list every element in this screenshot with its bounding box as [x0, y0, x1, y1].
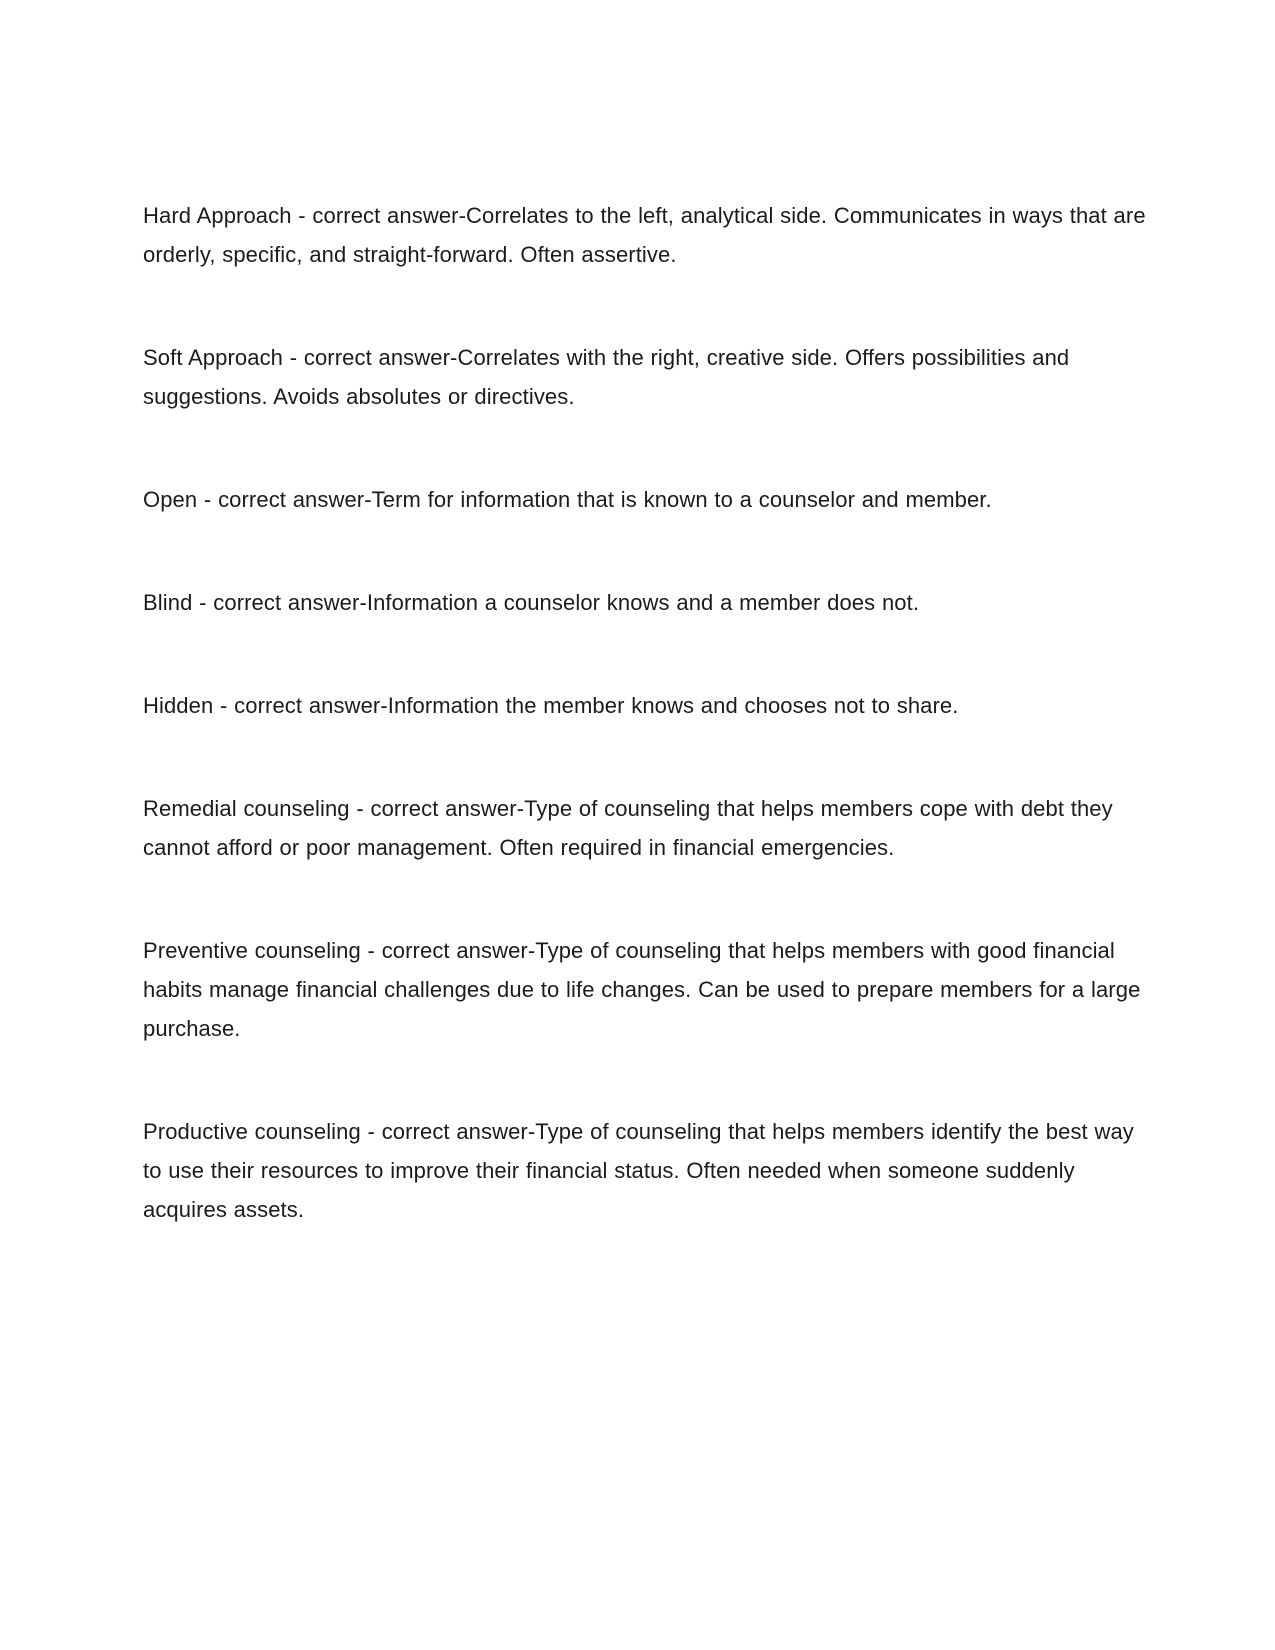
- flashcard-entry: [143, 196, 1153, 274]
- definition-text: Correlates to the left, analytical side. Communicates in ways that are orderly, specific, and straight-forward. Often assertive.: [143, 203, 1153, 267]
- term-text: Productive counseling: [143, 1119, 361, 1144]
- answer-separator: - correct answer-: [192, 590, 367, 615]
- term-text: Hidden: [143, 693, 214, 718]
- definition-text: Type of counseling that helps members cope with debt they cannot afford or poor management. Often required in financial emergencies.: [143, 796, 1120, 860]
- term-text: Hard Approach: [143, 203, 292, 228]
- term-text: Preventive counseling: [143, 938, 361, 963]
- answer-separator: - correct answer-: [360, 1119, 536, 1144]
- definition-text: Type of counseling that helps members identify the best way to use their resources to improve their financial status. Often needed when someone suddenly acquires assets.: [143, 1119, 1141, 1222]
- flashcard-entry: [143, 789, 1150, 867]
- answer-separator: - correct answer-: [360, 938, 536, 963]
- flashcard-entry: [143, 480, 1150, 519]
- term-text: Blind: [143, 590, 193, 615]
- flashcard-entry: [143, 1112, 1150, 1229]
- term-text: Remedial counseling: [143, 796, 350, 821]
- definition-text: Information the member knows and chooses not to share.: [387, 693, 959, 718]
- flashcard-entry: [143, 583, 1150, 622]
- flashcard-entry: [143, 686, 1150, 725]
- answer-separator: - correct answer-: [283, 345, 458, 370]
- answer-separator: - correct answer-: [349, 796, 525, 821]
- answer-separator: - correct answer-: [197, 487, 372, 512]
- definition-text: Type of counseling that helps members with good financial habits manage financial challenges due to life changes. Can be used to prepare members for a large purchase.: [143, 938, 1148, 1041]
- flashcard-entry: [143, 338, 1150, 416]
- answer-separator: - correct answer-: [213, 693, 388, 718]
- definition-text: Term for information that is known to a counselor and member.: [371, 487, 992, 512]
- flashcard-entry: [143, 931, 1150, 1048]
- term-text: Open: [143, 487, 198, 512]
- term-text: Soft Approach: [143, 345, 284, 370]
- definition-text: Information a counselor knows and a member does not.: [366, 590, 920, 615]
- answer-separator: - correct answer-: [291, 203, 467, 228]
- definition-text: Correlates with the right, creative side. Offers possibilities and suggestions. Avoids absolutes or directives.: [143, 345, 1076, 409]
